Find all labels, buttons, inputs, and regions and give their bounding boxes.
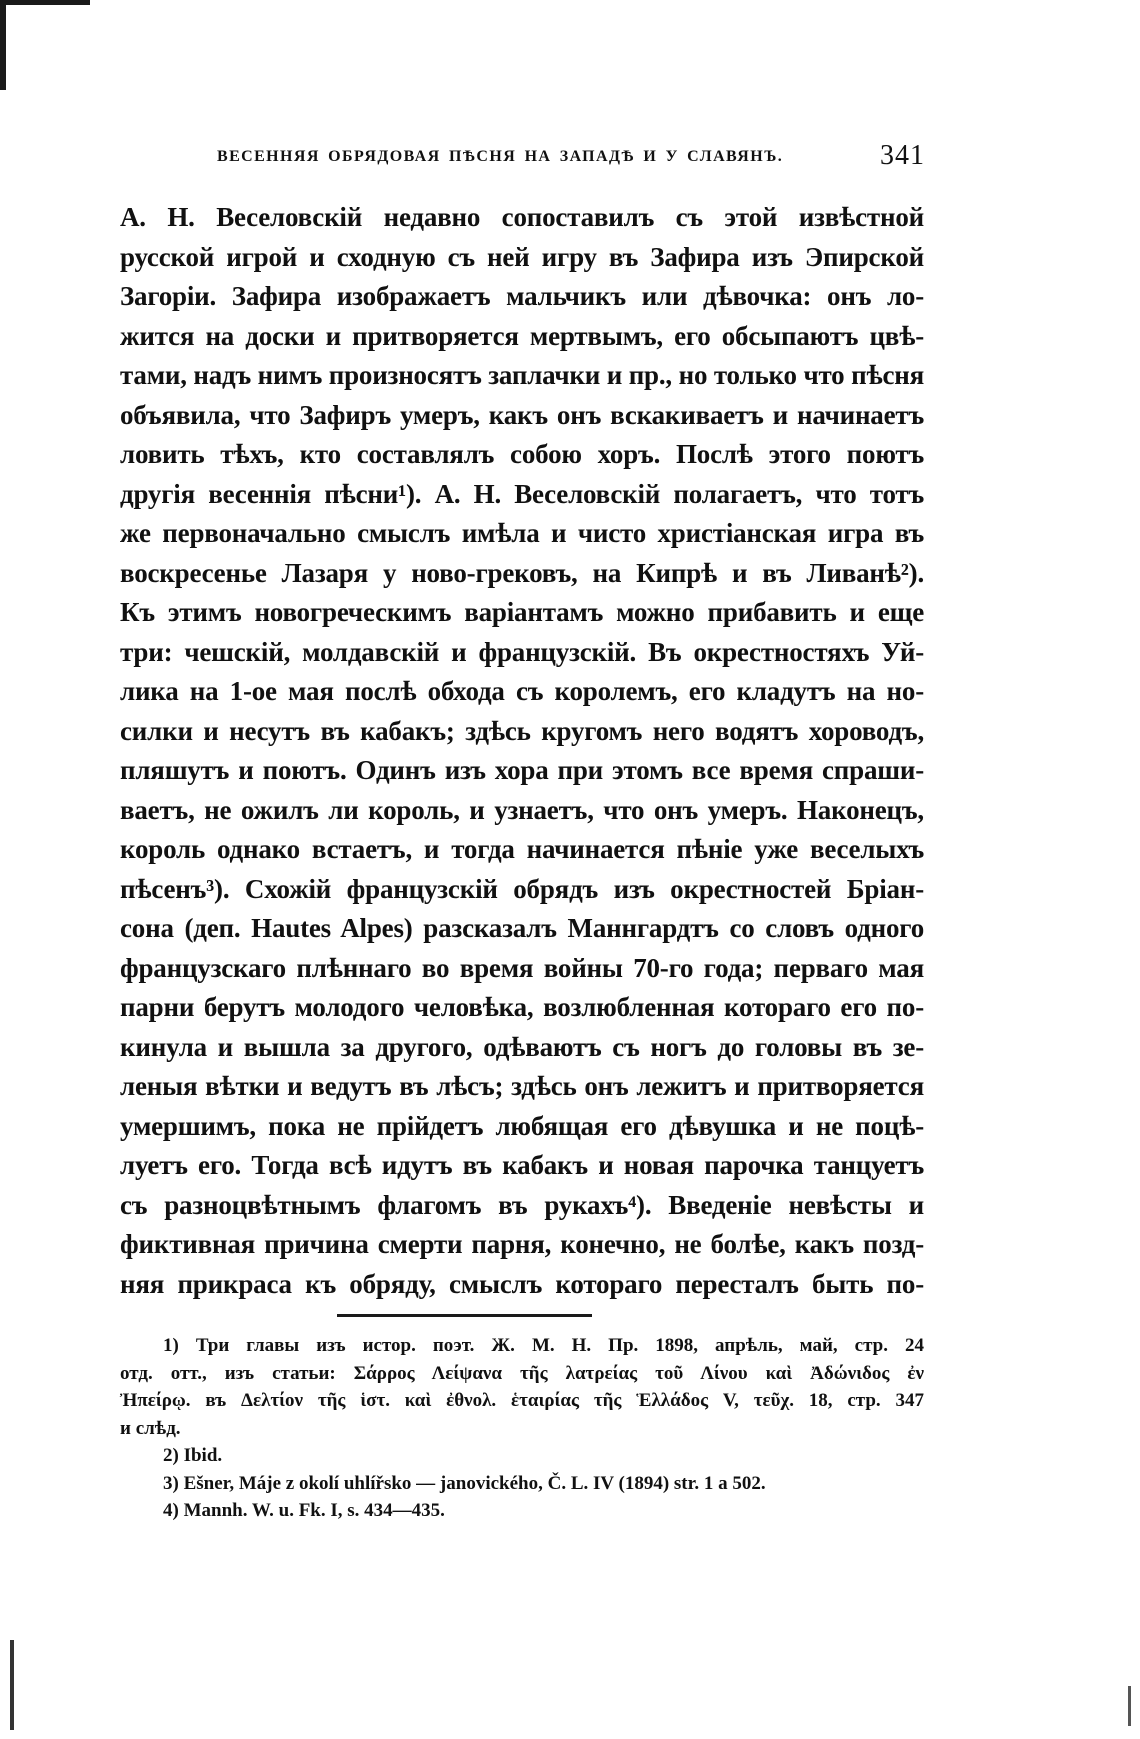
text-line: кинула и вышла за другого, одѣваютъ съ ногъ до головы въ зе- xyxy=(120,1031,924,1062)
footnote-line: 4) Mannh. W. u. Fk. I, s. 434—435. xyxy=(163,1500,445,1521)
text-line: фиктивная причина смерти парня, конечно, не болѣе, какъ позд- xyxy=(120,1229,924,1259)
text-line: тами, надъ нимъ произносятъ заплачки и пр., но только что пѣсня xyxy=(120,360,924,390)
text-line: лика на 1-ое мая послѣ обхода съ королемъ, его кладутъ на но- xyxy=(120,676,924,706)
scan-corner-mark xyxy=(0,0,6,90)
text-line: Къ этимъ новогреческимъ варіантамъ можно прибавить и еще xyxy=(120,597,924,627)
text-line: русской игрой и сходную съ ней игру въ Зафира изъ Эпирской xyxy=(120,241,924,272)
page-number: 341 xyxy=(880,140,925,171)
text-line: другія весеннія пѣсни¹). А. Н. Веселовскій полагаетъ, что тотъ xyxy=(120,478,924,509)
scan-corner-mark xyxy=(0,0,90,5)
body-text xyxy=(120,198,924,1304)
text-line: умершимъ, пока не прійдетъ любящая его дѣвушка и не поцѣ- xyxy=(120,1110,924,1141)
text-line: няя прикраса къ обряду, смыслъ котораго пересталъ быть по- xyxy=(120,1268,924,1299)
text-line: пѣсенъ³). Схожій французскій обрядъ изъ окрестностей Бріан- xyxy=(120,873,924,904)
text-line: воскресенье Лазаря у ново-грековъ, на Кипрѣ и въ Ливанѣ²). xyxy=(120,557,924,588)
text-line: Загоріи. Зафира изображаетъ мальчикъ или дѣвочка: онъ ло- xyxy=(120,281,924,311)
text-line: французскаго плѣннаго во время войны 70-го года; перваго мая xyxy=(120,952,924,983)
text-line: же первоначально смыслъ имѣла и чисто христіанская игра въ xyxy=(120,518,924,548)
text-line: силки и несутъ въ кабакъ; здѣсь кругомъ него водятъ хороводъ, xyxy=(120,715,924,746)
text-line: парни берутъ молодого человѣка, возлюбленная котораго его по- xyxy=(120,992,924,1022)
footnote-line: 1) Три главы изъ истор. поэт. Ж. М. Н. Пр. 1898, апрѣль, май, стр. 24 xyxy=(163,1335,924,1356)
text-line: три: чешскій, молдавскій и французскій. Въ окрестностяхъ Уй- xyxy=(120,636,924,667)
running-title: ВЕСЕННЯЯ ОБРЯДОВАЯ ПѢСНЯ НА ЗАПАДѢ И У СЛАВЯНЪ. xyxy=(217,148,784,165)
scan-edge-mark xyxy=(1128,1686,1131,1726)
text-line: король однако встаетъ, и тогда начинается пѣніе уже веселыхъ xyxy=(120,834,924,864)
footnote-line: Ἠπείρῳ. въ Δελτίον τῆς ἱστ. καὶ ἐθνολ. ἑταιρίας τῆς Ἑλλάδος V, τεῦχ. 18, стр. 347 xyxy=(120,1390,924,1411)
text-line: ловить тѣхъ, кто составлялъ собою хоръ. Послѣ этого поютъ xyxy=(120,439,924,469)
footnote-line: и слѣд. xyxy=(120,1417,181,1439)
text-line: луетъ его. Тогда всѣ идутъ въ кабакъ и новая парочка танцуетъ xyxy=(120,1150,924,1180)
text-line: съ разноцвѣтнымъ флагомъ въ рукахъ⁴). Введеніе невѣсты и xyxy=(120,1189,924,1220)
footnotes xyxy=(120,1332,924,1525)
text-line: леныя вѣтки и ведутъ въ лѣсъ; здѣсь онъ лежитъ и притворяется xyxy=(120,1071,924,1101)
footnote-separator xyxy=(337,1314,592,1317)
scan-edge-mark xyxy=(10,1640,14,1730)
text-line: сона (деп. Hautes Alpes) разсказалъ Маннгардтъ со словъ одного xyxy=(120,913,924,943)
footnote-line: 2) Ibid. xyxy=(163,1445,223,1466)
text-line: жится на доски и притворяется мертвымъ, его обсыпаютъ цвѣ- xyxy=(120,320,924,351)
footnote-line: отд. отт., изъ статьи: Σάρρος Λείψανα τῆς λατρείας τοῦ Λίνου καὶ Ἀδώνιδος ἐν xyxy=(120,1362,924,1384)
text-line: объявила, что Зафиръ умеръ, какъ онъ вскакиваетъ и начинаетъ xyxy=(120,399,924,430)
footnote-line: 3) Ešner, Máje z okolí uhlířsko — janovického, Č. L. IV (1894) str. 1 a 502. xyxy=(163,1472,766,1494)
text-line: пляшутъ и поютъ. Одинъ изъ хора при этомъ все время спраши- xyxy=(120,755,924,785)
text-line: А. Н. Веселовскій недавно сопоставилъ съ этой извѣстной xyxy=(120,202,924,232)
text-line: ваетъ, не ожилъ ли король, и узнаетъ, что онъ умеръ. Наконецъ, xyxy=(120,794,924,825)
page-header xyxy=(145,140,925,176)
